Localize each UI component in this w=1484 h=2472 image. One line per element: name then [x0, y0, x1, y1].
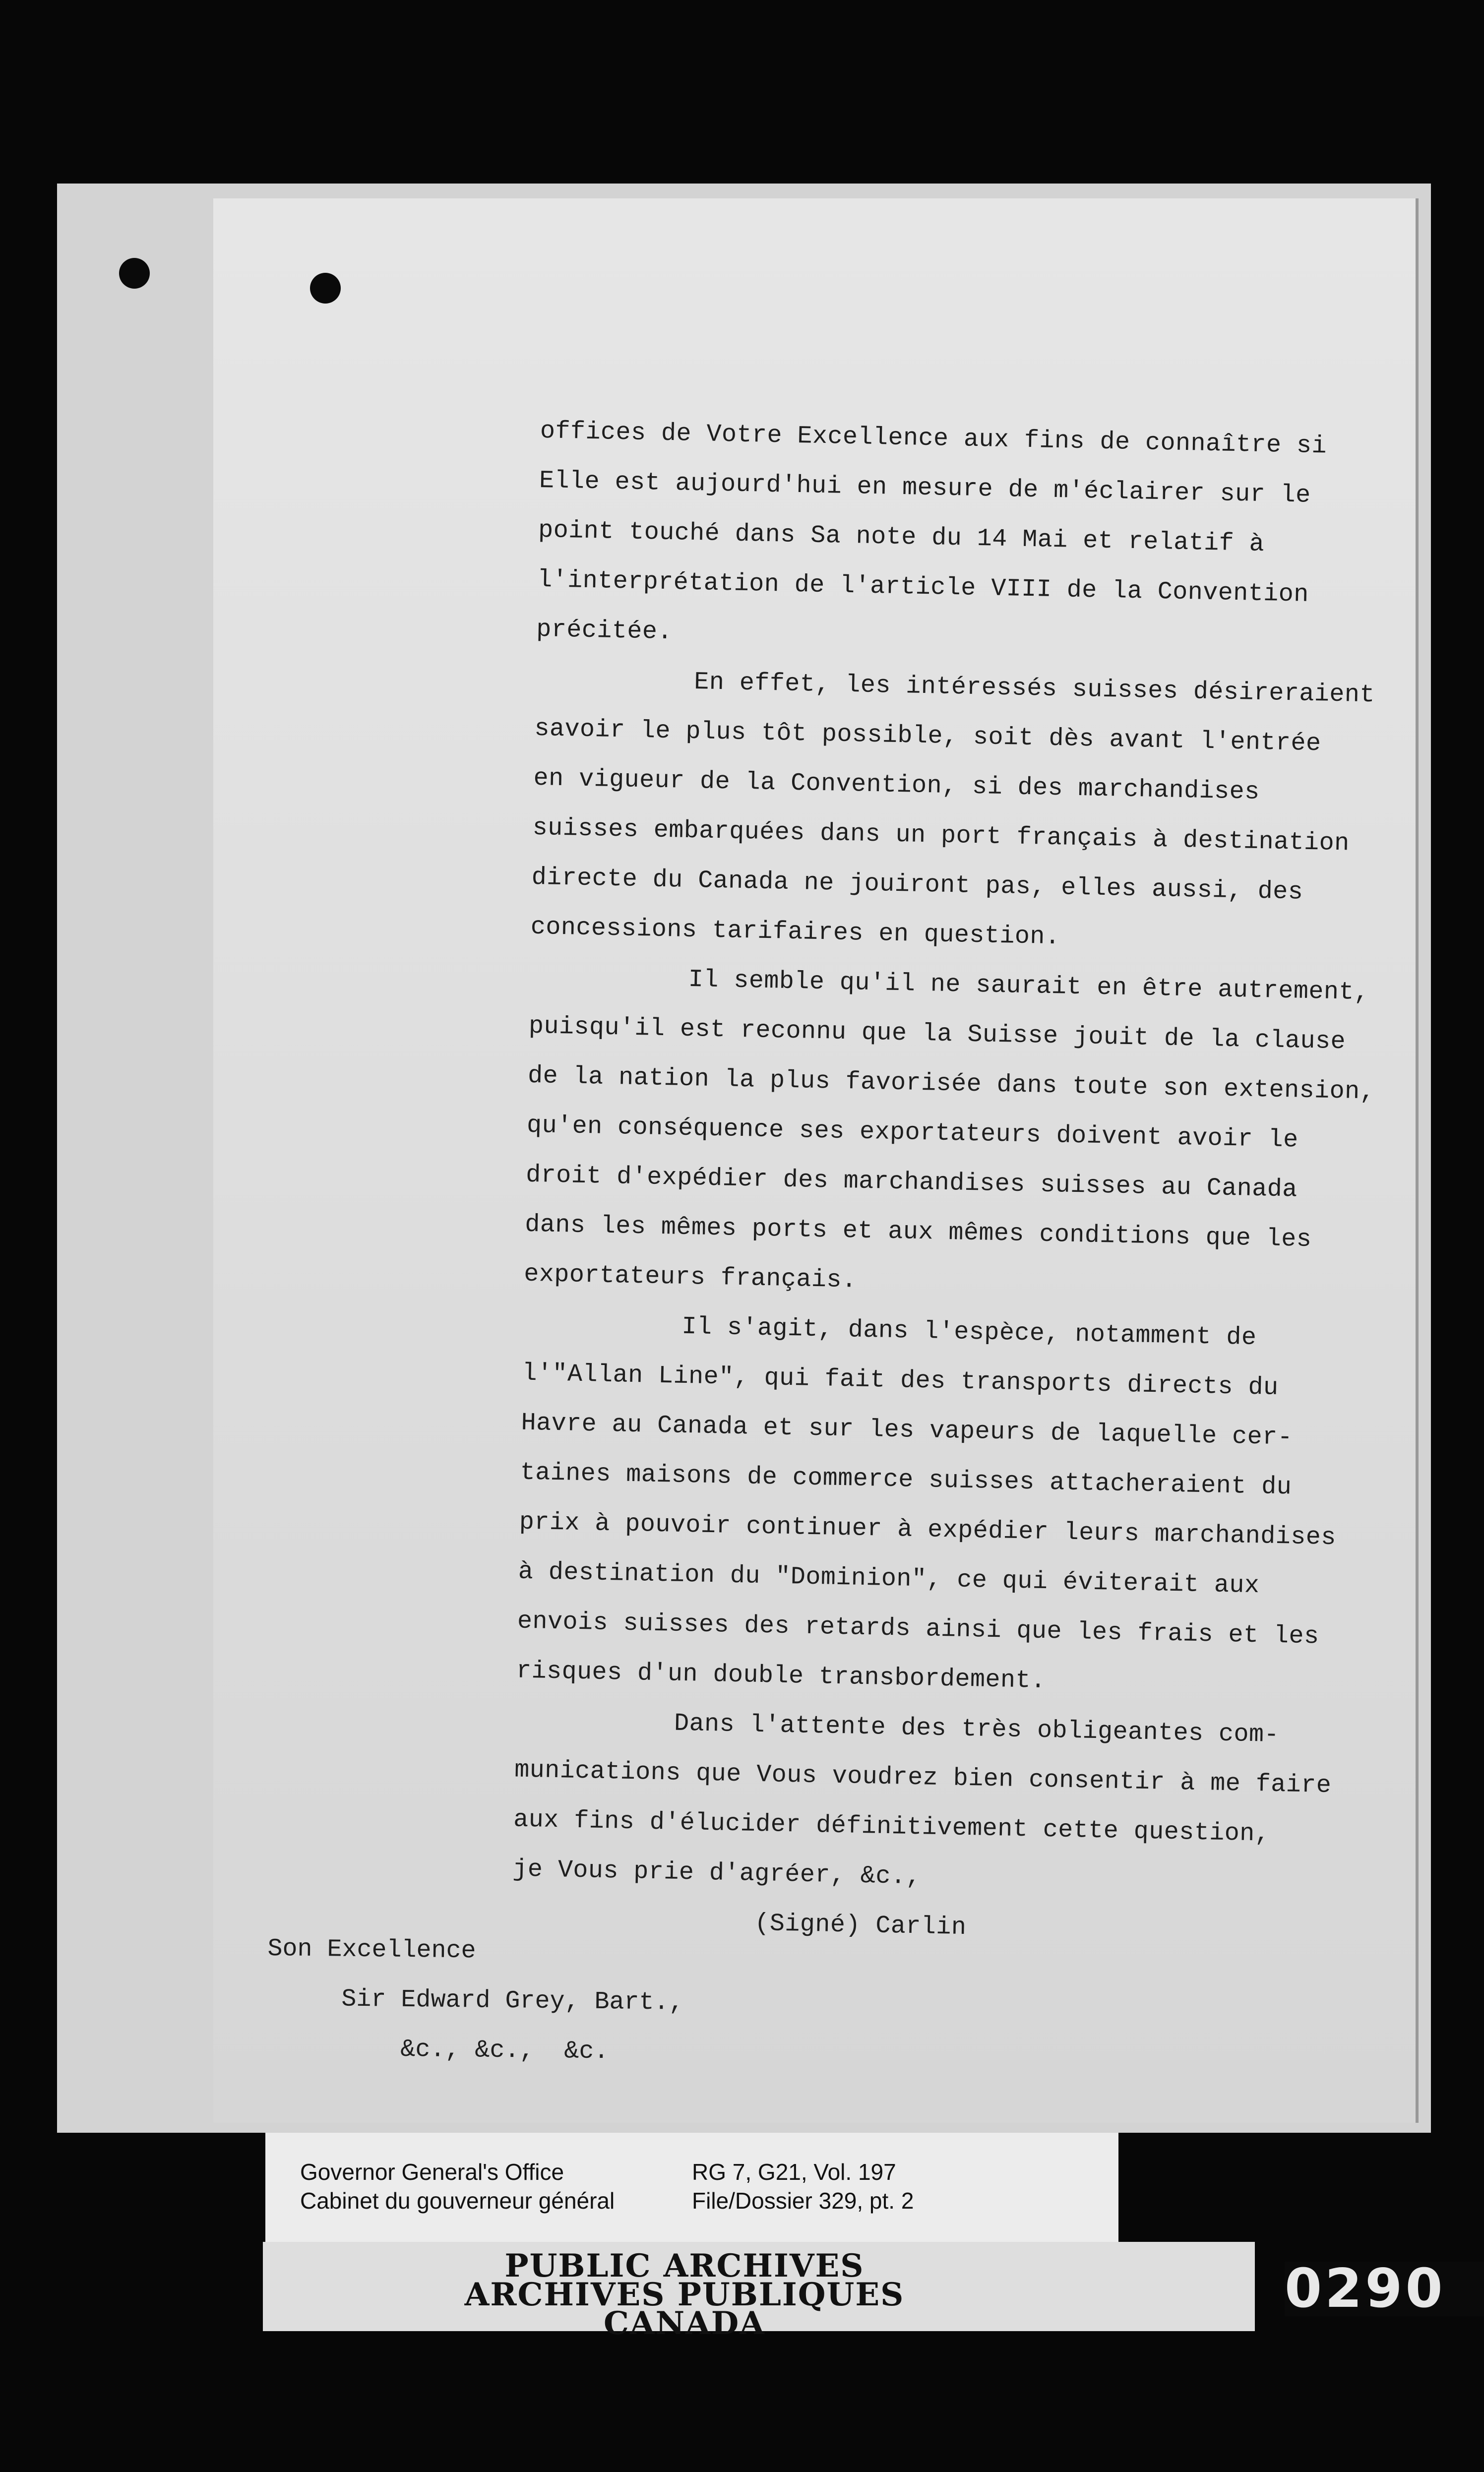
archives-stamp — [436, 2247, 932, 2342]
letter-line: Dans l'attente des très obligeantes com- — [674, 1709, 1280, 1750]
letter-line: droit d'expédier des marchandises suisses au Canada — [525, 1161, 1298, 1204]
archive-label-file: File/Dossier 329, pt. 2 — [692, 2188, 914, 2214]
letter-line: à destination du "Dominion", ce qui éviterait aux — [518, 1557, 1260, 1601]
letter-line: dans les mêmes ports et aux mêmes conditions que les — [524, 1210, 1312, 1254]
archive-label-record-group: RG 7, G21, Vol. 197 — [692, 2159, 896, 2185]
letter-line: en vigueur de la Convention, si des marchandises — [533, 764, 1260, 806]
letter-line: puisqu'il est reconnu que la Suisse jouit de la clause — [528, 1012, 1346, 1056]
letter-line: l'interprétation de l'article VIII de la Convention — [537, 565, 1309, 609]
stamp-line-en: PUBLIC ARCHIVES — [504, 2247, 865, 2285]
letter-line: précitée. — [536, 615, 673, 647]
letter-line: Il s'agit, dans l'espèce, notamment de — [681, 1312, 1257, 1353]
stamp-line-country: CANADA — [604, 2305, 765, 2342]
letter-line: concessions tarifaires en question. — [530, 913, 1060, 952]
letter-line: envois suisses des retards ainsi que les frais et les — [517, 1607, 1319, 1651]
letter-line: munications que Vous voudrez bien consentir à me faire — [514, 1756, 1332, 1800]
letter-line: Havre au Canada et sur les vapeurs de laquelle cer- — [521, 1409, 1293, 1452]
letter-body — [511, 407, 1393, 1960]
archive-label — [265, 2133, 1118, 2244]
letter-line: Elle est aujourd'hui en mesure de m'éclairer sur le — [539, 466, 1311, 510]
letter-line: prix à pouvoir continuer à expédier leurs marchandises — [519, 1508, 1337, 1552]
letter-line: l'"Allan Line", qui fait des transports directs du — [522, 1359, 1279, 1402]
archive-label-reference — [692, 2158, 914, 2215]
punch-hole-right — [310, 273, 341, 304]
frame-number: 0290 — [1285, 2262, 1484, 2316]
letter-line: risques d'un double transbordement. — [516, 1657, 1047, 1696]
addressee-line: Sir Edward Grey, Bart., — [341, 1985, 684, 2017]
letter-line: qu'en conséquence ses exportateurs doivent avoir le — [526, 1111, 1299, 1155]
punch-hole-left — [119, 258, 150, 289]
letter-line: aux fins d'élucider définitivement cette question, — [513, 1805, 1270, 1849]
letter-line: directe du Canada ne jouiront pas, elles aussi, des — [531, 863, 1303, 907]
letter-line: de la nation la plus favorisée dans toute son extension, — [527, 1061, 1375, 1107]
addressee-line: Son Excellence — [267, 1934, 476, 1966]
archive-label-office — [300, 2158, 615, 2215]
letter-line: point touché dans Sa note du 14 Mai et relatif à — [538, 516, 1265, 559]
addressee-block — [266, 1924, 684, 2078]
letter-line: suisses embarquées dans un port français à destination — [532, 813, 1350, 858]
letter-line: je Vous prie d'agréer, &c., — [512, 1855, 922, 1892]
letter-line: savoir le plus tôt possible, soit dès avant l'entrée — [534, 714, 1322, 758]
signature: (Signé) Carlin — [754, 1909, 967, 1942]
letter-line: En effet, les intéressés suisses désireraient — [693, 668, 1375, 710]
letter-line: Il semble qu'il ne saurait en être autrement, — [688, 965, 1369, 1007]
addressee-line: &c., &c., &c. — [400, 2035, 609, 2066]
archive-label-office-en: Governor General's Office — [300, 2159, 564, 2185]
archive-label-office-fr: Cabinet du gouverneur général — [300, 2188, 615, 2214]
letter-line: offices de Votre Excellence aux fins de connaître si — [540, 417, 1327, 461]
letter-line: exportateurs français. — [523, 1260, 857, 1295]
stamp-line-fr: ARCHIVES PUBLIQUES — [464, 2276, 905, 2313]
letter-line: taines maisons de commerce suisses attacheraient du — [520, 1458, 1292, 1502]
